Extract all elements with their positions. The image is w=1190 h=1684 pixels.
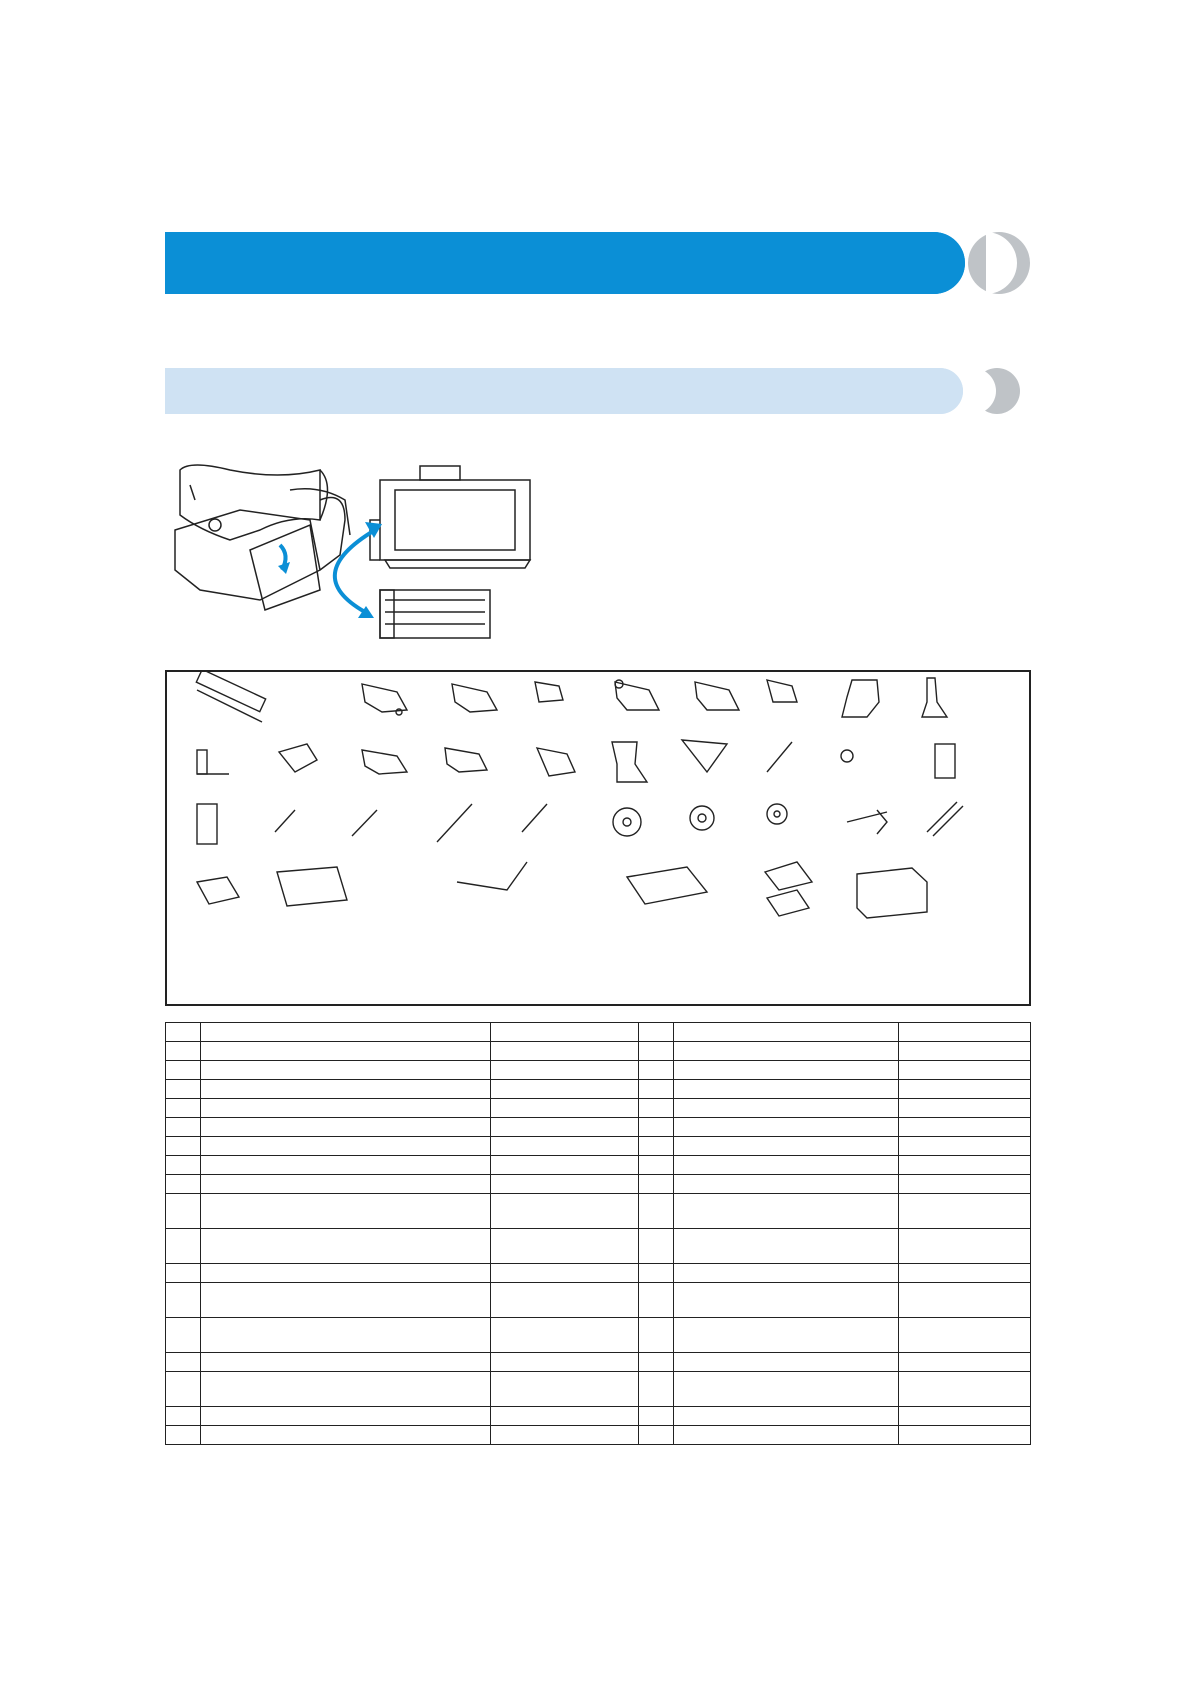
part-number-cell xyxy=(166,1283,201,1318)
part-number-cell xyxy=(166,1353,201,1372)
spool-cap-large-icon xyxy=(613,808,641,836)
awl-icon xyxy=(352,810,377,836)
part-name-cell xyxy=(673,1042,898,1061)
section-banner xyxy=(165,368,963,414)
part-name-cell xyxy=(673,1407,898,1426)
part-code-cell xyxy=(491,1229,639,1264)
part-name-cell xyxy=(673,1156,898,1175)
twin-needle-icon xyxy=(682,740,727,772)
screwdriver-icon xyxy=(437,804,472,842)
part-name-cell xyxy=(200,1099,491,1118)
part-number-cell xyxy=(166,1229,201,1264)
needle-set-icon xyxy=(935,744,955,778)
part-code-cell xyxy=(899,1080,1031,1099)
table-row xyxy=(166,1156,1031,1175)
part-number-cell xyxy=(639,1264,674,1283)
part-name-cell xyxy=(673,1426,898,1445)
part-code-cell xyxy=(899,1061,1031,1080)
part-name-cell xyxy=(673,1080,898,1099)
part-code-cell xyxy=(491,1061,639,1080)
table-row xyxy=(166,1264,1031,1283)
knee-lifter-icon xyxy=(457,862,527,890)
part-code-cell xyxy=(899,1042,1031,1061)
part-code-cell xyxy=(899,1156,1031,1175)
part-name-cell xyxy=(673,1372,898,1407)
part-code-cell xyxy=(899,1099,1031,1118)
part-name-cell xyxy=(200,1023,491,1042)
part-number-cell xyxy=(639,1137,674,1156)
part-code-cell xyxy=(899,1175,1031,1194)
foot-controller-icon xyxy=(197,877,239,904)
part-name-cell xyxy=(673,1137,898,1156)
part-code-cell xyxy=(491,1264,639,1283)
presser-foot-4-icon xyxy=(615,680,659,710)
part-name-cell xyxy=(200,1353,491,1372)
part-code-cell xyxy=(491,1318,639,1353)
part-name-cell xyxy=(200,1372,491,1407)
part-code-cell xyxy=(899,1264,1031,1283)
part-code-cell xyxy=(491,1353,639,1372)
part-name-cell xyxy=(673,1099,898,1118)
part-number-cell xyxy=(166,1061,201,1080)
part-code-cell xyxy=(899,1283,1031,1318)
part-code-cell xyxy=(491,1175,639,1194)
part-number-cell xyxy=(639,1042,674,1061)
table-row xyxy=(166,1229,1031,1264)
table-row xyxy=(166,1372,1031,1407)
part-number-cell xyxy=(639,1426,674,1445)
part-name-cell xyxy=(673,1061,898,1080)
part-number-cell xyxy=(166,1175,201,1194)
part-code-cell xyxy=(899,1229,1031,1264)
spool-cap-small-icon xyxy=(767,804,787,824)
part-name-cell xyxy=(673,1118,898,1137)
part-name-cell xyxy=(200,1318,491,1353)
part-name-cell xyxy=(673,1264,898,1283)
part-name-cell xyxy=(200,1283,491,1318)
part-name-cell xyxy=(200,1137,491,1156)
part-number-cell xyxy=(639,1023,674,1042)
table-row xyxy=(166,1061,1031,1080)
part-number-cell xyxy=(166,1042,201,1061)
part-name-cell xyxy=(200,1156,491,1175)
accessories-table xyxy=(165,1022,1031,1445)
part-name-cell xyxy=(200,1042,491,1061)
part-code-cell xyxy=(491,1156,639,1175)
part-name-cell xyxy=(673,1318,898,1353)
section-banner-end xyxy=(920,368,963,414)
presser-foot-5-icon xyxy=(695,682,739,710)
part-name-cell xyxy=(200,1061,491,1080)
part-code-cell xyxy=(491,1372,639,1407)
part-name-cell xyxy=(200,1194,491,1229)
part-name-cell xyxy=(673,1023,898,1042)
part-code-cell xyxy=(899,1137,1031,1156)
part-name-cell xyxy=(200,1407,491,1426)
part-name-cell xyxy=(200,1426,491,1445)
section-title xyxy=(165,381,185,401)
manual-icon xyxy=(627,867,707,904)
part-code-cell xyxy=(899,1318,1031,1353)
part-name-cell xyxy=(200,1175,491,1194)
part-number-cell xyxy=(639,1318,674,1353)
table-row xyxy=(166,1118,1031,1137)
walking-foot-icon xyxy=(842,680,879,717)
table-row xyxy=(166,1023,1031,1042)
accessory-compartment-illustration xyxy=(170,460,540,650)
part-name-cell xyxy=(673,1194,898,1229)
part-number-cell xyxy=(639,1372,674,1407)
accessories-parts-box xyxy=(165,670,1031,1006)
part-code-cell xyxy=(491,1137,639,1156)
part-number-cell xyxy=(166,1372,201,1407)
part-number-cell xyxy=(166,1137,201,1156)
brush-icon xyxy=(275,810,295,832)
presser-foot-9-icon xyxy=(537,748,575,776)
spool-cap-medium-icon xyxy=(690,806,714,830)
accessory-parts-drawings xyxy=(167,672,1029,1004)
part-number-cell xyxy=(639,1175,674,1194)
presser-foot-3-icon xyxy=(535,682,563,702)
buttonhole-foot-icon xyxy=(196,672,265,722)
presser-foot-8-icon xyxy=(445,748,487,772)
part-number-cell xyxy=(166,1023,201,1042)
quilting-foot-icon xyxy=(922,678,947,717)
table-row xyxy=(166,1194,1031,1229)
table-row xyxy=(166,1175,1031,1194)
label-sheet-icon xyxy=(277,867,347,906)
part-code-cell xyxy=(899,1426,1031,1445)
spool-pin-icon xyxy=(847,810,887,834)
part-number-cell xyxy=(639,1061,674,1080)
part-code-cell xyxy=(491,1042,639,1061)
chapter-banner xyxy=(165,232,965,294)
part-name-cell xyxy=(200,1264,491,1283)
presser-foot-7-icon xyxy=(362,750,407,774)
part-code-cell xyxy=(899,1194,1031,1229)
table-row xyxy=(166,1080,1031,1099)
part-number-cell xyxy=(166,1156,201,1175)
part-number-cell xyxy=(166,1194,201,1229)
table-row xyxy=(166,1137,1031,1156)
part-number-cell xyxy=(639,1283,674,1318)
table-row xyxy=(166,1318,1031,1353)
table-row xyxy=(166,1407,1031,1426)
part-code-cell xyxy=(491,1194,639,1229)
part-name-cell xyxy=(673,1283,898,1318)
table-row xyxy=(166,1099,1031,1118)
hard-cover-icon xyxy=(857,868,927,918)
small-screwdriver-icon xyxy=(522,804,547,832)
part-code-cell xyxy=(491,1099,639,1118)
guide-icon xyxy=(197,750,229,774)
part-number-cell xyxy=(639,1099,674,1118)
part-number-cell xyxy=(166,1080,201,1099)
part-code-cell xyxy=(491,1426,639,1445)
part-name-cell xyxy=(673,1175,898,1194)
part-name-cell xyxy=(200,1118,491,1137)
bobbin-icon xyxy=(841,750,853,762)
part-number-cell xyxy=(639,1229,674,1264)
part-code-cell xyxy=(899,1353,1031,1372)
part-code-cell xyxy=(491,1407,639,1426)
side-cutter-icon xyxy=(279,744,317,772)
part-code-cell xyxy=(491,1283,639,1318)
part-number-cell xyxy=(166,1118,201,1137)
part-code-cell xyxy=(899,1407,1031,1426)
presser-foot-2-icon xyxy=(452,684,497,712)
seam-ripper-icon xyxy=(767,742,792,772)
part-number-cell xyxy=(166,1264,201,1283)
chapter-banner-end xyxy=(895,232,965,294)
part-number-cell xyxy=(166,1099,201,1118)
table-row xyxy=(166,1042,1031,1061)
part-code-cell xyxy=(491,1080,639,1099)
part-code-cell xyxy=(899,1118,1031,1137)
spool-net-icon xyxy=(927,802,963,836)
needle-pack-icon xyxy=(197,804,217,844)
part-number-cell xyxy=(166,1426,201,1445)
part-number-cell xyxy=(639,1080,674,1099)
part-name-cell xyxy=(673,1229,898,1264)
table-row xyxy=(166,1353,1031,1372)
part-number-cell xyxy=(639,1353,674,1372)
part-code-cell xyxy=(491,1023,639,1042)
part-name-cell xyxy=(200,1229,491,1264)
presser-foot-6-icon xyxy=(767,680,797,702)
darning-foot-icon xyxy=(612,742,647,782)
cards-icon xyxy=(765,862,812,916)
part-number-cell xyxy=(639,1156,674,1175)
chapter-title xyxy=(165,250,185,275)
table-row xyxy=(166,1283,1031,1318)
part-number-cell xyxy=(166,1318,201,1353)
part-number-cell xyxy=(639,1118,674,1137)
part-name-cell xyxy=(200,1080,491,1099)
part-number-cell xyxy=(639,1194,674,1229)
part-code-cell xyxy=(899,1023,1031,1042)
part-name-cell xyxy=(673,1353,898,1372)
part-number-cell xyxy=(166,1407,201,1426)
part-number-cell xyxy=(639,1407,674,1426)
table-row xyxy=(166,1426,1031,1445)
part-code-cell xyxy=(899,1372,1031,1407)
part-code-cell xyxy=(491,1118,639,1137)
presser-foot-1-icon xyxy=(362,684,407,715)
